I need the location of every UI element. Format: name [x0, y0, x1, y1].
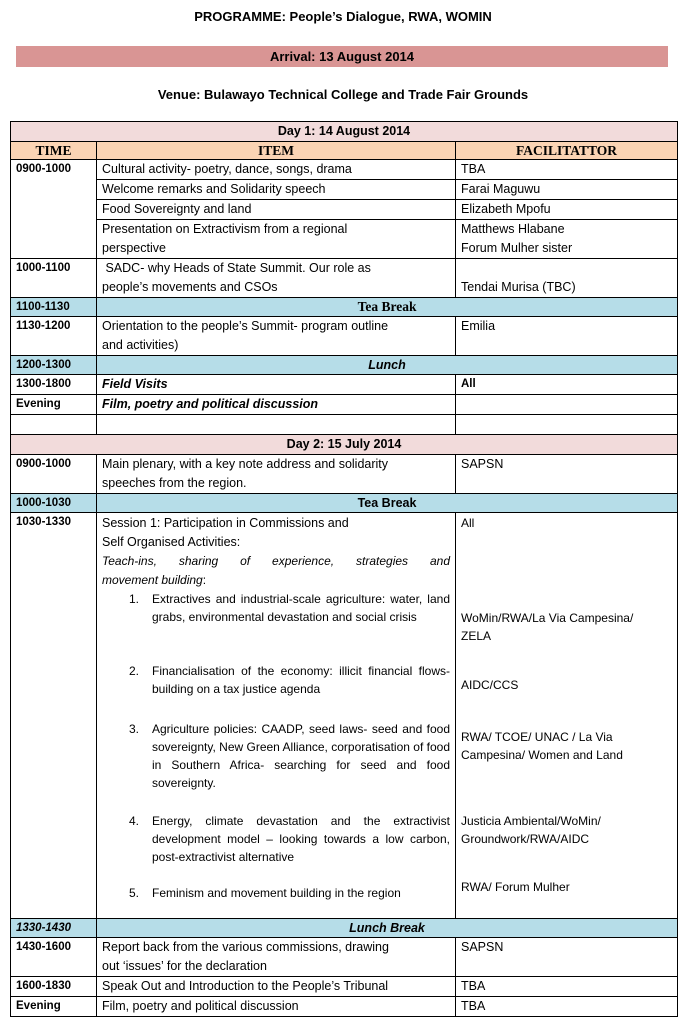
- commission-number: 1.: [129, 592, 140, 606]
- time-cell: 0900-1000: [11, 160, 97, 259]
- day1-heading: Day 1: 14 August 2014: [11, 122, 678, 142]
- day2-heading-row: [11, 435, 678, 455]
- facilitator-line: ZELA: [461, 629, 492, 643]
- facilitator-cell: [456, 590, 678, 660]
- tea-break-row: [11, 298, 678, 317]
- item-cell: Field Visits: [97, 375, 456, 395]
- time-cell: 1330-1430: [11, 919, 97, 938]
- commission-cell: [97, 660, 456, 718]
- break-label: Tea Break: [97, 494, 678, 513]
- time-cell: 1030-1330: [11, 513, 97, 919]
- item-line: Report back from the various commissions, drawing: [102, 940, 389, 954]
- facilitator-cell: Emilia: [456, 317, 678, 356]
- commission-row: [11, 884, 678, 919]
- facilitator-cell: TBA: [456, 997, 678, 1017]
- table-row: [11, 375, 678, 395]
- item-cell: [97, 938, 456, 977]
- facilitator-line: RWA/ TCOE/ UNAC / La Via: [461, 730, 613, 744]
- empty-cell: [456, 415, 678, 435]
- teach-in-text: Teach-ins, sharing of experience, strategies and: [102, 554, 450, 568]
- teach-in-colon: :: [202, 573, 207, 587]
- commission-row: [11, 660, 678, 718]
- facilitator-cell: SAPSN: [456, 938, 678, 977]
- facilitator-cell: [456, 395, 678, 415]
- commission-cell: [97, 884, 456, 919]
- commission-number: 4.: [129, 814, 140, 828]
- facilitator-line: Groundwork/RWA/AIDC: [461, 832, 590, 846]
- programme-title: PROGRAMME: People’s Dialogue, RWA, WOMIN: [194, 9, 492, 24]
- break-label: Lunch Break: [97, 919, 678, 938]
- item-line: and activities): [102, 338, 179, 352]
- item-cell: [97, 259, 456, 298]
- column-header-row: [11, 142, 678, 160]
- item-cell: [97, 317, 456, 356]
- commission-text: Agriculture policies: CAADP, seed laws- seed and food sovereignty, New Green Alliance, corporatisation of food in Southern Africa- searching for seed and food sovereignty.: [152, 722, 450, 790]
- facilitator-cell: [456, 880, 678, 919]
- tea-break-row: [11, 494, 678, 513]
- item-cell: Food Sovereignty and land: [97, 200, 456, 220]
- facilitator-cell: Tendai Murisa (TBC): [456, 259, 678, 298]
- lunch-break-row: [11, 919, 678, 938]
- commission-row: [11, 590, 678, 660]
- lunch-row: [11, 356, 678, 375]
- commission-text: Financialisation of the economy: illicit financial flows-building on a tax justice agenda: [152, 664, 450, 696]
- commission-item: [102, 812, 450, 866]
- commission-list: [102, 812, 450, 866]
- table-row: [11, 455, 678, 494]
- table-row: [11, 259, 678, 298]
- time-cell: 0900-1000: [11, 455, 97, 494]
- commission-cell: [97, 718, 456, 810]
- item-cell: Film, poetry and political discussion: [97, 997, 456, 1017]
- time-cell: 1200-1300: [11, 356, 97, 375]
- item-cell: Film, poetry and political discussion: [97, 395, 456, 415]
- facilitator-line: Matthews Hlabane: [461, 222, 565, 236]
- table-row: [11, 938, 678, 977]
- arrival-banner: Arrival: 13 August 2014: [16, 46, 668, 67]
- item-line: perspective: [102, 241, 166, 255]
- facilitator-cell: [456, 718, 678, 810]
- programme-table: [10, 121, 678, 1017]
- facilitator-cell: Farai Maguwu: [456, 180, 678, 200]
- empty-cell: [97, 415, 456, 435]
- commission-list: [102, 662, 450, 698]
- time-cell: 1430-1600: [11, 938, 97, 977]
- facilitator-cell: SAPSN: [456, 455, 678, 494]
- teach-in-text: [102, 571, 450, 590]
- commission-row: [11, 810, 678, 884]
- table-row: [11, 160, 678, 180]
- facilitator-cell: TBA: [456, 977, 678, 997]
- session-row: [11, 513, 678, 591]
- facilitator-cell: All: [456, 375, 678, 395]
- commission-number: 2.: [129, 664, 140, 678]
- break-label: Lunch: [97, 356, 678, 375]
- facilitator-cell: Elizabeth Mpofu: [456, 200, 678, 220]
- item-cell: Welcome remarks and Solidarity speech: [97, 180, 456, 200]
- empty-row: [11, 415, 678, 435]
- session-title: Session 1: Participation in Commissions and: [102, 516, 349, 530]
- empty-cell: [11, 415, 97, 435]
- table-row: [11, 180, 678, 200]
- commission-row: [11, 718, 678, 810]
- col-header-item: ITEM: [97, 142, 456, 160]
- day2-heading: Day 2: 15 July 2014: [11, 435, 678, 455]
- time-cell: 1600-1830: [11, 977, 97, 997]
- day1-heading-row: [11, 122, 678, 142]
- commission-item: [102, 884, 450, 902]
- time-cell: 1000-1030: [11, 494, 97, 513]
- item-line: Orientation to the people’s Summit- program outline: [102, 319, 389, 333]
- facilitator-line: RWA/ Forum Mulher: [461, 880, 570, 894]
- commission-number: 3.: [129, 722, 140, 736]
- time-cell: 1000-1100: [11, 259, 97, 298]
- commission-cell: [97, 810, 456, 884]
- time-cell: 1300-1800: [11, 375, 97, 395]
- table-row: [11, 220, 678, 259]
- commission-item: [102, 590, 450, 626]
- session-title: Self Organised Activities:: [102, 535, 241, 549]
- commission-list: [102, 884, 450, 902]
- commission-cell: [97, 590, 456, 660]
- table-row: [11, 395, 678, 415]
- table-row: [11, 997, 678, 1017]
- break-label: Tea Break: [97, 298, 678, 317]
- item-line: people’s movements and CSOs: [102, 280, 278, 294]
- facilitator-line: Forum Mulher sister: [461, 241, 573, 255]
- table-row: [11, 200, 678, 220]
- facilitator-cell: [456, 810, 678, 884]
- item-line: out ‘issues’ for the declaration: [102, 959, 267, 973]
- item-line: speeches from the region.: [102, 476, 247, 490]
- item-cell: Cultural activity- poetry, dance, songs, drama: [97, 160, 456, 180]
- commission-text: Feminism and movement building in the region: [152, 886, 401, 900]
- time-cell: Evening: [11, 395, 97, 415]
- item-cell: [97, 220, 456, 259]
- facilitator-cell: TBA: [456, 160, 678, 180]
- venue-line: Venue: Bulawayo Technical College and Trade Fair Grounds: [157, 87, 529, 102]
- col-header-time: TIME: [11, 142, 97, 160]
- commission-list: [102, 590, 450, 626]
- facilitator-cell: [456, 220, 678, 259]
- commission-text: Energy, climate devastation and the extractivist development model – looking towards a low carbon, post-extractivist alternative: [152, 814, 450, 864]
- item-cell: Speak Out and Introduction to the People’s Tribunal: [97, 977, 456, 997]
- item-line: Presentation on Extractivism from a regional: [102, 222, 348, 236]
- time-cell: 1100-1130: [11, 298, 97, 317]
- commission-list: [102, 720, 450, 792]
- commission-item: [102, 662, 450, 698]
- table-row: [11, 977, 678, 997]
- item-cell: [97, 455, 456, 494]
- time-cell: 1130-1200: [11, 317, 97, 356]
- facilitator-cell: [456, 660, 678, 718]
- facilitator-line: Campesina/ Women and Land: [461, 748, 623, 762]
- facilitator-line: WoMin/RWA/La Via Campesina/: [461, 611, 634, 625]
- table-row: [11, 317, 678, 356]
- item-line: Main plenary, with a key note address and solidarity: [102, 457, 389, 471]
- commission-text: Extractives and industrial-scale agriculture: water, land grabs, environmental devastation and social crisis: [152, 592, 450, 624]
- commission-number: 5.: [129, 886, 140, 900]
- facilitator-line: AIDC/CCS: [461, 678, 519, 692]
- commission-item: [102, 720, 450, 792]
- teach-in-text-end: movement building: [102, 573, 203, 587]
- col-header-facilitator: FACILITATTOR: [456, 142, 678, 160]
- facilitator-line: Justicia Ambiental/WoMin/: [461, 814, 601, 828]
- item-line: SADC- why Heads of State Summit. Our role as: [102, 261, 371, 275]
- time-cell: Evening: [11, 997, 97, 1017]
- facilitator-cell: All: [456, 513, 678, 591]
- session-intro-cell: [97, 513, 456, 591]
